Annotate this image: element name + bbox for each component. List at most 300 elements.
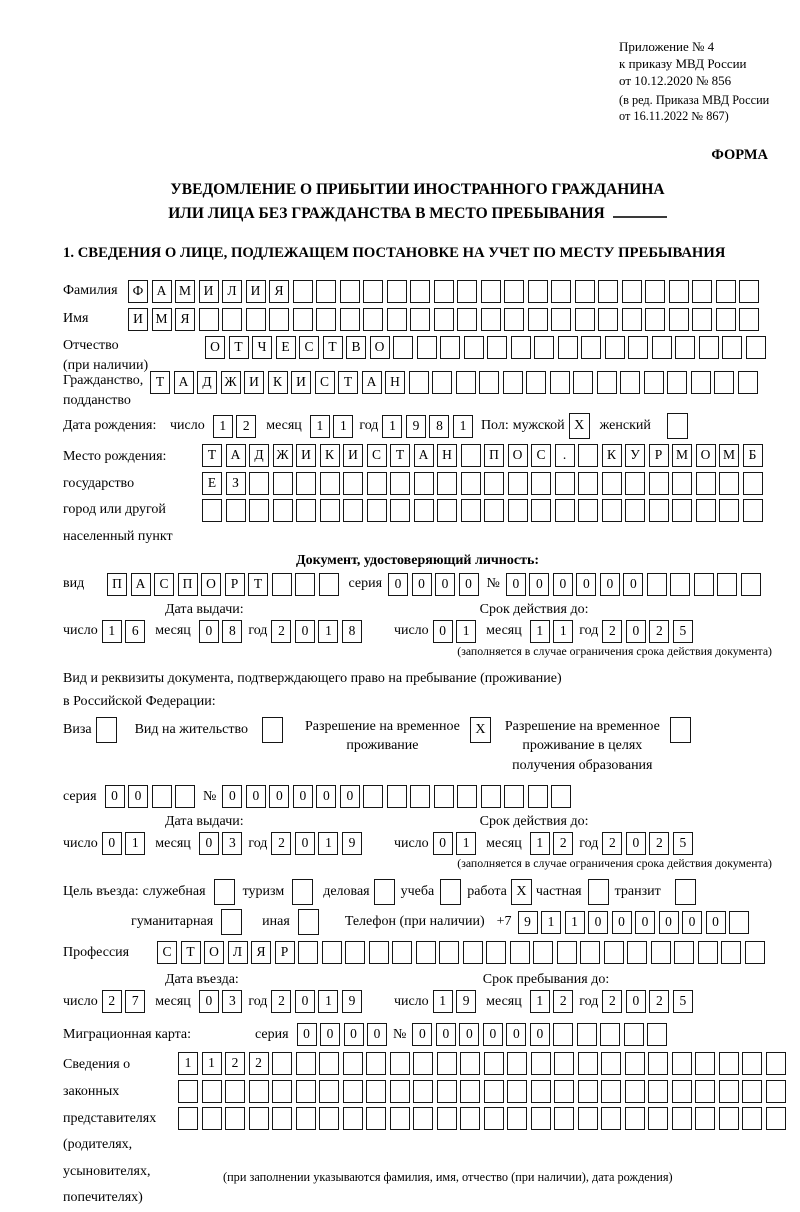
char-cell[interactable] — [178, 1107, 198, 1130]
char-cell[interactable]: 8 — [222, 620, 242, 643]
char-cell[interactable] — [410, 308, 430, 331]
char-cell[interactable]: Н — [385, 371, 405, 394]
char-cell[interactable] — [484, 1107, 504, 1130]
char-cell[interactable]: И — [199, 280, 219, 303]
char-cell[interactable] — [363, 280, 383, 303]
char-cell[interactable]: 0 — [506, 1023, 526, 1046]
char-cell[interactable] — [716, 280, 736, 303]
char-cell[interactable] — [554, 1080, 574, 1103]
char-cell[interactable]: У — [625, 444, 645, 467]
char-cell[interactable]: 1 — [318, 832, 338, 855]
char-cell[interactable] — [437, 1080, 457, 1103]
char-cell[interactable] — [410, 280, 430, 303]
char-cell[interactable] — [367, 499, 387, 522]
char-cell[interactable] — [622, 280, 642, 303]
char-cell[interactable] — [390, 1052, 410, 1075]
char-cell[interactable]: О — [370, 336, 390, 359]
char-cell[interactable]: 2 — [102, 990, 122, 1013]
char-cell[interactable]: 0 — [435, 573, 455, 596]
char-cell[interactable]: 0 — [706, 911, 726, 934]
char-cell[interactable] — [296, 1052, 316, 1075]
char-cell[interactable] — [695, 1080, 715, 1103]
char-cell[interactable] — [295, 573, 315, 596]
char-cell[interactable] — [390, 499, 410, 522]
char-cell[interactable] — [481, 280, 501, 303]
char-cell[interactable] — [553, 1023, 573, 1046]
char-cell[interactable] — [414, 499, 434, 522]
purpose-private-checkbox[interactable] — [588, 879, 609, 905]
char-cell[interactable]: А — [226, 444, 246, 467]
char-cell[interactable]: 1 — [178, 1052, 198, 1075]
char-cell[interactable] — [669, 280, 689, 303]
char-cell[interactable]: 1 — [310, 415, 330, 438]
purpose-study-checkbox[interactable] — [440, 879, 461, 905]
char-cell[interactable]: Т — [248, 573, 268, 596]
char-cell[interactable] — [504, 785, 524, 808]
char-cell[interactable]: 0 — [433, 832, 453, 855]
char-cell[interactable] — [578, 444, 598, 467]
char-cell[interactable]: 2 — [553, 832, 573, 855]
char-cell[interactable]: Т — [229, 336, 249, 359]
char-cell[interactable]: 0 — [199, 620, 219, 643]
char-cell[interactable]: А — [362, 371, 382, 394]
char-cell[interactable] — [393, 336, 413, 359]
char-cell[interactable] — [460, 1052, 480, 1075]
char-cell[interactable] — [484, 499, 504, 522]
char-cell[interactable]: С — [531, 444, 551, 467]
char-cell[interactable] — [645, 308, 665, 331]
char-cell[interactable] — [652, 336, 672, 359]
char-cell[interactable] — [597, 371, 617, 394]
char-cell[interactable]: 2 — [236, 415, 256, 438]
temp-residence-education-checkbox[interactable] — [670, 717, 691, 743]
char-cell[interactable]: Т — [338, 371, 358, 394]
char-cell[interactable] — [175, 785, 195, 808]
char-cell[interactable] — [416, 941, 436, 964]
char-cell[interactable]: 8 — [342, 620, 362, 643]
char-cell[interactable] — [600, 1023, 620, 1046]
char-cell[interactable]: Т — [181, 941, 201, 964]
char-cell[interactable] — [507, 1052, 527, 1075]
char-cell[interactable] — [670, 573, 690, 596]
purpose-work-checkbox[interactable]: X — [511, 879, 532, 905]
char-cell[interactable]: 9 — [456, 990, 476, 1013]
char-cell[interactable] — [577, 1023, 597, 1046]
char-cell[interactable]: С — [154, 573, 174, 596]
char-cell[interactable]: 0 — [626, 990, 646, 1013]
char-cell[interactable] — [605, 336, 625, 359]
char-cell[interactable] — [719, 1052, 739, 1075]
char-cell[interactable] — [387, 280, 407, 303]
char-cell[interactable]: 0 — [344, 1023, 364, 1046]
char-cell[interactable]: М — [175, 280, 195, 303]
char-cell[interactable] — [625, 1107, 645, 1130]
char-cell[interactable] — [648, 1080, 668, 1103]
char-cell[interactable]: 0 — [626, 620, 646, 643]
char-cell[interactable] — [604, 941, 624, 964]
char-cell[interactable]: Л — [228, 941, 248, 964]
char-cell[interactable]: 5 — [673, 832, 693, 855]
sex-female-checkbox[interactable] — [667, 413, 688, 439]
char-cell[interactable] — [413, 1052, 433, 1075]
char-cell[interactable] — [225, 1107, 245, 1130]
char-cell[interactable] — [296, 472, 316, 495]
char-cell[interactable]: 1 — [456, 832, 476, 855]
char-cell[interactable] — [461, 472, 481, 495]
char-cell[interactable] — [293, 308, 313, 331]
char-cell[interactable] — [601, 1052, 621, 1075]
char-cell[interactable]: 1 — [318, 990, 338, 1013]
visa-checkbox[interactable] — [96, 717, 117, 743]
char-cell[interactable]: 0 — [576, 573, 596, 596]
char-cell[interactable]: А — [174, 371, 194, 394]
char-cell[interactable]: 1 — [433, 990, 453, 1013]
char-cell[interactable] — [598, 280, 618, 303]
char-cell[interactable]: 2 — [271, 832, 291, 855]
char-cell[interactable] — [528, 785, 548, 808]
sex-male-checkbox[interactable]: X — [569, 413, 590, 439]
char-cell[interactable] — [573, 371, 593, 394]
char-cell[interactable] — [463, 941, 483, 964]
char-cell[interactable]: И — [244, 371, 264, 394]
char-cell[interactable] — [340, 308, 360, 331]
char-cell[interactable]: Я — [175, 308, 195, 331]
residence-permit-checkbox[interactable] — [262, 717, 283, 743]
char-cell[interactable] — [667, 371, 687, 394]
char-cell[interactable] — [413, 1107, 433, 1130]
char-cell[interactable] — [739, 280, 759, 303]
char-cell[interactable] — [511, 336, 531, 359]
char-cell[interactable] — [578, 1052, 598, 1075]
char-cell[interactable] — [390, 1107, 410, 1130]
char-cell[interactable] — [531, 1052, 551, 1075]
char-cell[interactable]: 0 — [199, 832, 219, 855]
char-cell[interactable] — [649, 472, 669, 495]
char-cell[interactable] — [625, 499, 645, 522]
char-cell[interactable]: 0 — [295, 990, 315, 1013]
char-cell[interactable] — [625, 472, 645, 495]
char-cell[interactable]: О — [204, 941, 224, 964]
char-cell[interactable] — [627, 941, 647, 964]
char-cell[interactable] — [461, 499, 481, 522]
char-cell[interactable]: 1 — [530, 620, 550, 643]
char-cell[interactable]: 1 — [382, 415, 402, 438]
char-cell[interactable] — [272, 1052, 292, 1075]
char-cell[interactable] — [739, 308, 759, 331]
char-cell[interactable]: 2 — [225, 1052, 245, 1075]
char-cell[interactable] — [699, 336, 719, 359]
char-cell[interactable]: 1 — [213, 415, 233, 438]
char-cell[interactable]: 2 — [271, 990, 291, 1013]
char-cell[interactable] — [296, 1080, 316, 1103]
char-cell[interactable]: 2 — [602, 620, 622, 643]
char-cell[interactable] — [742, 1107, 762, 1130]
purpose-tourism-checkbox[interactable] — [292, 879, 313, 905]
char-cell[interactable] — [460, 1080, 480, 1103]
char-cell[interactable] — [409, 371, 429, 394]
char-cell[interactable] — [273, 472, 293, 495]
char-cell[interactable]: 0 — [588, 911, 608, 934]
char-cell[interactable] — [249, 1080, 269, 1103]
char-cell[interactable] — [743, 472, 763, 495]
char-cell[interactable] — [648, 1107, 668, 1130]
char-cell[interactable] — [369, 941, 389, 964]
char-cell[interactable] — [410, 785, 430, 808]
char-cell[interactable] — [675, 336, 695, 359]
char-cell[interactable] — [178, 1080, 198, 1103]
char-cell[interactable] — [222, 308, 242, 331]
char-cell[interactable]: К — [602, 444, 622, 467]
char-cell[interactable] — [481, 785, 501, 808]
char-cell[interactable]: 0 — [612, 911, 632, 934]
char-cell[interactable]: М — [672, 444, 692, 467]
char-cell[interactable] — [343, 499, 363, 522]
char-cell[interactable] — [551, 280, 571, 303]
char-cell[interactable] — [481, 308, 501, 331]
char-cell[interactable] — [417, 336, 437, 359]
char-cell[interactable] — [719, 1080, 739, 1103]
char-cell[interactable] — [695, 1107, 715, 1130]
temp-residence-checkbox[interactable]: X — [470, 717, 491, 743]
char-cell[interactable] — [272, 573, 292, 596]
char-cell[interactable] — [390, 472, 410, 495]
char-cell[interactable]: Т — [390, 444, 410, 467]
char-cell[interactable]: М — [719, 444, 739, 467]
char-cell[interactable] — [624, 1023, 644, 1046]
char-cell[interactable] — [578, 472, 598, 495]
char-cell[interactable]: И — [128, 308, 148, 331]
char-cell[interactable]: 0 — [459, 573, 479, 596]
char-cell[interactable]: 1 — [318, 620, 338, 643]
char-cell[interactable]: 2 — [649, 990, 669, 1013]
purpose-official-checkbox[interactable] — [214, 879, 235, 905]
char-cell[interactable] — [340, 280, 360, 303]
char-cell[interactable] — [319, 1080, 339, 1103]
char-cell[interactable] — [738, 371, 758, 394]
char-cell[interactable] — [202, 499, 222, 522]
char-cell[interactable]: Ж — [273, 444, 293, 467]
char-cell[interactable] — [503, 371, 523, 394]
char-cell[interactable]: П — [107, 573, 127, 596]
char-cell[interactable] — [551, 785, 571, 808]
char-cell[interactable]: С — [367, 444, 387, 467]
char-cell[interactable]: 0 — [316, 785, 336, 808]
char-cell[interactable] — [551, 308, 571, 331]
char-cell[interactable] — [602, 499, 622, 522]
char-cell[interactable] — [249, 499, 269, 522]
char-cell[interactable] — [345, 941, 365, 964]
char-cell[interactable] — [366, 1107, 386, 1130]
char-cell[interactable] — [625, 1080, 645, 1103]
char-cell[interactable]: 0 — [295, 620, 315, 643]
char-cell[interactable] — [437, 1052, 457, 1075]
char-cell[interactable]: Д — [197, 371, 217, 394]
char-cell[interactable] — [672, 1107, 692, 1130]
char-cell[interactable] — [343, 1080, 363, 1103]
char-cell[interactable] — [464, 336, 484, 359]
char-cell[interactable] — [746, 336, 766, 359]
char-cell[interactable]: А — [152, 280, 172, 303]
char-cell[interactable] — [555, 499, 575, 522]
char-cell[interactable] — [460, 1107, 480, 1130]
char-cell[interactable]: 9 — [342, 832, 362, 855]
char-cell[interactable] — [766, 1080, 786, 1103]
char-cell[interactable] — [672, 499, 692, 522]
char-cell[interactable] — [620, 371, 640, 394]
char-cell[interactable] — [461, 444, 481, 467]
char-cell[interactable] — [714, 371, 734, 394]
char-cell[interactable]: 9 — [518, 911, 538, 934]
char-cell[interactable]: 7 — [125, 990, 145, 1013]
char-cell[interactable]: 0 — [553, 573, 573, 596]
char-cell[interactable] — [691, 371, 711, 394]
char-cell[interactable] — [507, 1080, 527, 1103]
char-cell[interactable]: Б — [743, 444, 763, 467]
char-cell[interactable] — [316, 308, 336, 331]
char-cell[interactable] — [366, 1080, 386, 1103]
char-cell[interactable]: 0 — [483, 1023, 503, 1046]
char-cell[interactable]: 1 — [565, 911, 585, 934]
purpose-humanitarian-checkbox[interactable] — [221, 909, 242, 935]
char-cell[interactable] — [647, 573, 667, 596]
char-cell[interactable]: 2 — [271, 620, 291, 643]
char-cell[interactable] — [434, 280, 454, 303]
char-cell[interactable] — [440, 336, 460, 359]
char-cell[interactable] — [742, 1052, 762, 1075]
char-cell[interactable]: 1 — [541, 911, 561, 934]
char-cell[interactable]: Н — [437, 444, 457, 467]
char-cell[interactable]: 2 — [649, 832, 669, 855]
char-cell[interactable]: 8 — [429, 415, 449, 438]
char-cell[interactable]: 0 — [367, 1023, 387, 1046]
char-cell[interactable]: Д — [249, 444, 269, 467]
char-cell[interactable] — [625, 1052, 645, 1075]
char-cell[interactable]: Я — [251, 941, 271, 964]
char-cell[interactable]: 0 — [412, 573, 432, 596]
char-cell[interactable] — [528, 280, 548, 303]
char-cell[interactable] — [601, 1080, 621, 1103]
char-cell[interactable]: 0 — [635, 911, 655, 934]
char-cell[interactable] — [602, 472, 622, 495]
char-cell[interactable]: О — [696, 444, 716, 467]
char-cell[interactable]: О — [201, 573, 221, 596]
char-cell[interactable]: 0 — [128, 785, 148, 808]
char-cell[interactable] — [743, 499, 763, 522]
char-cell[interactable]: Ч — [252, 336, 272, 359]
char-cell[interactable] — [456, 371, 476, 394]
char-cell[interactable] — [719, 472, 739, 495]
char-cell[interactable] — [692, 280, 712, 303]
char-cell[interactable]: 5 — [673, 620, 693, 643]
char-cell[interactable] — [363, 785, 383, 808]
char-cell[interactable] — [484, 472, 504, 495]
char-cell[interactable] — [508, 472, 528, 495]
char-cell[interactable]: И — [343, 444, 363, 467]
char-cell[interactable] — [580, 941, 600, 964]
char-cell[interactable] — [578, 1080, 598, 1103]
char-cell[interactable]: Е — [276, 336, 296, 359]
char-cell[interactable] — [555, 472, 575, 495]
char-cell[interactable]: 1 — [553, 620, 573, 643]
char-cell[interactable]: 0 — [433, 620, 453, 643]
char-cell[interactable] — [367, 472, 387, 495]
char-cell[interactable] — [578, 1107, 598, 1130]
char-cell[interactable] — [696, 499, 716, 522]
char-cell[interactable] — [741, 573, 761, 596]
char-cell[interactable]: 0 — [293, 785, 313, 808]
char-cell[interactable] — [557, 941, 577, 964]
char-cell[interactable]: 0 — [412, 1023, 432, 1046]
char-cell[interactable] — [672, 472, 692, 495]
char-cell[interactable] — [202, 1107, 222, 1130]
char-cell[interactable]: 0 — [199, 990, 219, 1013]
char-cell[interactable] — [272, 1107, 292, 1130]
char-cell[interactable] — [319, 1052, 339, 1075]
char-cell[interactable] — [526, 371, 546, 394]
char-cell[interactable]: 0 — [297, 1023, 317, 1046]
char-cell[interactable] — [696, 472, 716, 495]
char-cell[interactable] — [322, 941, 342, 964]
char-cell[interactable] — [598, 308, 618, 331]
char-cell[interactable] — [457, 280, 477, 303]
char-cell[interactable]: 6 — [125, 620, 145, 643]
char-cell[interactable] — [432, 371, 452, 394]
char-cell[interactable]: И — [291, 371, 311, 394]
char-cell[interactable] — [363, 308, 383, 331]
char-cell[interactable] — [343, 1107, 363, 1130]
char-cell[interactable] — [692, 308, 712, 331]
char-cell[interactable] — [531, 1107, 551, 1130]
char-cell[interactable] — [484, 1052, 504, 1075]
char-cell[interactable] — [437, 499, 457, 522]
char-cell[interactable]: К — [268, 371, 288, 394]
char-cell[interactable] — [742, 1080, 762, 1103]
char-cell[interactable] — [343, 472, 363, 495]
char-cell[interactable] — [413, 1080, 433, 1103]
char-cell[interactable] — [581, 336, 601, 359]
char-cell[interactable] — [437, 472, 457, 495]
char-cell[interactable]: 0 — [340, 785, 360, 808]
char-cell[interactable] — [414, 472, 434, 495]
char-cell[interactable] — [320, 472, 340, 495]
char-cell[interactable]: М — [152, 308, 172, 331]
char-cell[interactable]: Е — [202, 472, 222, 495]
char-cell[interactable]: О — [508, 444, 528, 467]
char-cell[interactable]: А — [414, 444, 434, 467]
char-cell[interactable]: 0 — [320, 1023, 340, 1046]
char-cell[interactable] — [528, 308, 548, 331]
char-cell[interactable]: 1 — [333, 415, 353, 438]
char-cell[interactable]: 0 — [246, 785, 266, 808]
char-cell[interactable]: А — [131, 573, 151, 596]
char-cell[interactable] — [226, 499, 246, 522]
purpose-transit-checkbox[interactable] — [675, 879, 696, 905]
char-cell[interactable] — [717, 573, 737, 596]
char-cell[interactable] — [719, 499, 739, 522]
char-cell[interactable]: С — [157, 941, 177, 964]
char-cell[interactable]: И — [296, 444, 316, 467]
char-cell[interactable] — [225, 1080, 245, 1103]
char-cell[interactable] — [246, 308, 266, 331]
char-cell[interactable] — [434, 785, 454, 808]
char-cell[interactable] — [534, 336, 554, 359]
char-cell[interactable] — [504, 308, 524, 331]
char-cell[interactable] — [645, 280, 665, 303]
char-cell[interactable] — [199, 308, 219, 331]
char-cell[interactable]: 2 — [602, 990, 622, 1013]
char-cell[interactable]: Р — [275, 941, 295, 964]
char-cell[interactable]: 0 — [626, 832, 646, 855]
